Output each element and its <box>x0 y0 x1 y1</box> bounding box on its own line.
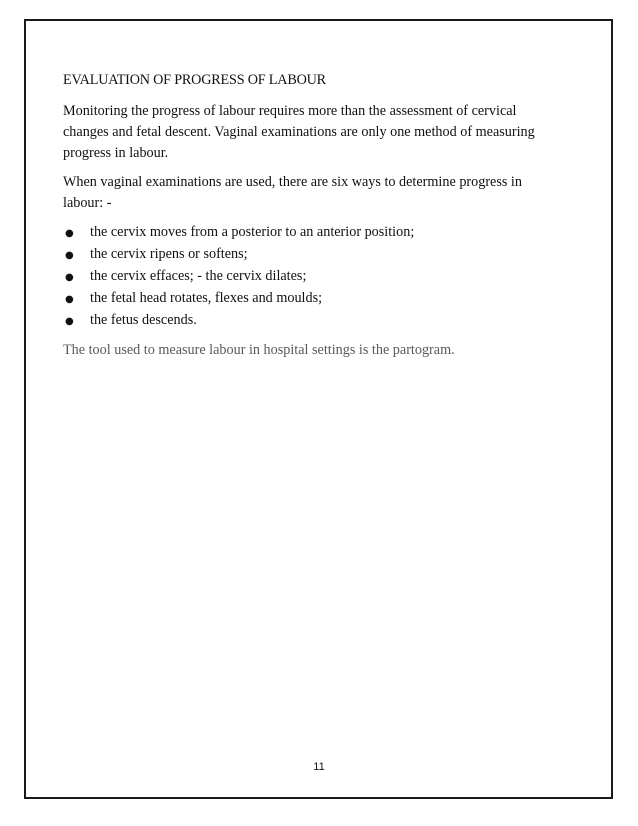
bullet-icon: ● <box>65 250 74 261</box>
page-number: 11 <box>313 761 325 773</box>
list-item-text: the cervix effaces; - the cervix dilates; <box>90 268 307 284</box>
list-item <box>63 310 543 332</box>
bullet-icon: ● <box>65 294 74 305</box>
list-item <box>63 244 543 266</box>
list-item <box>63 222 543 244</box>
list-item-text: the fetal head rotates, flexes and moulds; <box>90 290 323 306</box>
list-item-text: the cervix moves from a posterior to an anterior position; <box>90 224 415 240</box>
progress-indicators-list <box>63 222 543 332</box>
list-item <box>63 266 543 288</box>
list-item <box>63 288 543 310</box>
paragraph-vaginal-examinations: When vaginal examinations are used, there are six ways to determine progress in labour: - <box>63 174 522 211</box>
bullet-icon: ● <box>65 272 74 283</box>
paragraph-partogram: The tool used to measure labour in hospital settings is the partogram. <box>63 342 455 358</box>
list-item-text: the cervix ripens or softens; <box>90 246 248 262</box>
bullet-icon: ● <box>65 228 74 239</box>
list-item-text: the fetus descends. <box>90 312 197 328</box>
bullet-icon: ● <box>65 316 74 327</box>
paragraph-monitoring: Monitoring the progress of labour requires more than the assessment of cervical changes and fetal descent. Vaginal examinations are only one method of measuring progress in labour. <box>63 103 535 161</box>
page-content <box>63 70 543 361</box>
section-title: EVALUATION OF PROGRESS OF LABOUR <box>63 72 326 88</box>
